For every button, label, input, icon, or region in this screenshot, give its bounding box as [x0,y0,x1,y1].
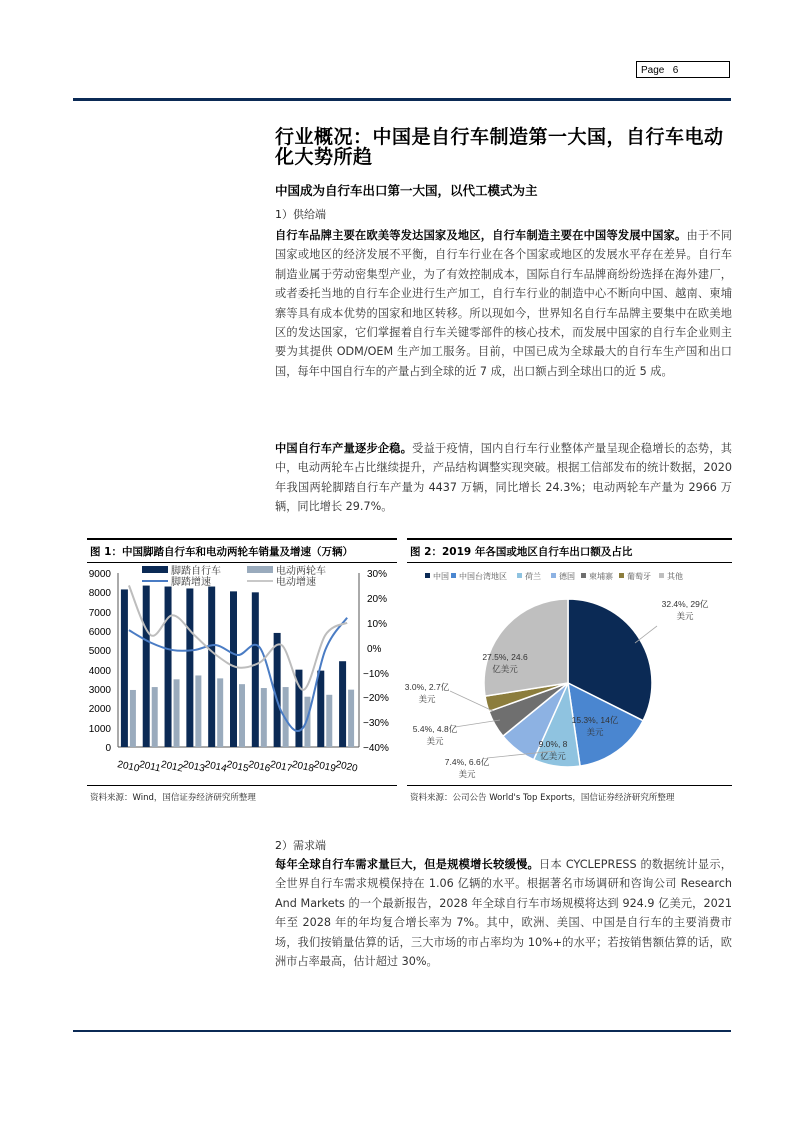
section-supply-label: 1）供给端 [275,208,326,221]
supply-paragraph-body: 由于不同国家或地区的经济发展不平衡，自行车行业在各个国家或地区的发展水平存在差异。自行车制造业属于劳动密集型产业，为了有效控制成本，国际自行车品牌商纷纷选择在海外建厂，或者委托当地的自行车企业进行生产加工，自行车行业的制造中心不断向中国、越南、柬埔寨等具有成本优势的国家和地区转移。所以现如今，世界知名自行车品牌主要集中在欧美地区的发达国家，它们掌握着自行车关键零部件的核心技术，而发展中国家的自行车企业则主要为其提供 ODM/OEM 生产加工服务。目前，中国已成为全球最大的自行车生产国和出口国，每年中国自行车的产量占到全球的近 7 成，出口额占到全球出口的近 5 成。 [275,229,732,378]
ytick: 1000 [88,724,111,735]
page-number: 6 [672,65,679,76]
legend-swatch [619,573,624,578]
figure2-top-rule [407,538,732,540]
pie-label: 美元 [426,736,444,746]
pie-label: 9.0%, 8 [538,739,568,749]
y2tick: −40% [363,743,389,754]
pie-label: 美元 [418,694,436,704]
legend-label: 脚踏自行车 [171,566,221,577]
production-paragraph-lead: 中国自行车产量逐步企稳。 [275,442,413,455]
leader-line [455,720,500,727]
pie-label: 15.3%, 14亿 [571,715,619,725]
bar [174,679,180,747]
bar [208,587,215,747]
bar [326,695,332,747]
xtick: 2012 [159,759,184,775]
y2tick: −10% [363,669,389,680]
pie-slices [484,599,652,767]
bar [239,684,245,747]
production-paragraph-body: 受益于疫情，国内自行车行业整体产量呈现企稳增长的态势，其中，电动两轮车占比继续提升，产品结构调整实现突破。根据工信部发布的统计数据，2020 年我国两轮脚踏自行车产量为 4437 万辆，同比增长 24.3%；电动两轮车产量为 2966 万辆，同比增长 29.7%。 [275,442,732,514]
legend-swatch [517,573,522,578]
xtick: 2014 [203,759,228,775]
xtick: 2013 [181,759,206,775]
legend-swatch [659,573,664,578]
demand-paragraph-body: 日本 CYCLEPRESS 的数据统计显示，全世界自行车需求规模保持在 1.06 亿辆的水平。根据著名市场调研和咨询公司 Research And Markets 的一个最新报告，2028 年全球自行车市场规模将达到 924.9 亿美元，2021 年至 2028 年的年均复合增长率为 7%。其中，欧洲、美国、中国是自行车的主要消费市场，我们按销量估算的话，三大市场的市占率均为 10%+的水平；若按销售额估算的话，欧洲市占率最高，估计超过 30%。 [275,858,732,969]
pie-label: 美元 [586,727,604,737]
y-axis-left-ticks [89,569,112,754]
xtick: 2015 [225,759,250,775]
y2tick: 10% [367,619,388,630]
xtick: 2016 [247,759,272,775]
legend-label: 电动增速 [276,577,316,588]
ytick: 6000 [88,627,111,638]
legend-label: 中国台湾地区 [459,572,507,581]
leader-line [635,626,657,643]
xtick: 2010 [116,759,141,775]
ytick: 7000 [88,608,111,619]
y-axis-right-ticks [363,569,389,754]
legend-swatch-pedal [142,566,168,573]
legend-swatch [551,573,556,578]
legend-swatch [425,573,430,578]
legend-label: 其他 [667,572,683,581]
legend-label: 德国 [559,572,575,581]
footer-rule [73,1030,731,1032]
ytick: 9000 [88,569,111,580]
bar [143,586,150,747]
legend-label: 荷兰 [525,572,541,581]
xtick: 2018 [290,759,315,775]
figure2-bottom-rule [407,785,732,786]
figure1-source: 资料来源：Wind，国信证券经济研究所整理 [90,793,256,803]
bar [317,671,324,747]
xtick: 2019 [312,759,337,775]
figure1-top-rule [87,538,397,540]
bar [152,687,158,747]
figure1-chart [85,562,397,782]
subheading: 中国成为自行车出口第一大国，以代工模式为主 [275,183,538,198]
y2tick: 30% [367,569,388,580]
demand-paragraph-lead: 每年全球自行车需求量巨大，但是规模增长较缓慢。 [275,858,540,871]
bar [186,588,193,747]
y2tick: −30% [363,718,389,729]
y2tick: 20% [367,594,388,605]
pie-label: 美元 [676,611,694,621]
bar [165,587,172,747]
pie-label: 7.4%, 6.6亿 [444,757,490,767]
pie-label: 5.4%, 4.8亿 [412,724,458,734]
legend-swatch-electric [247,566,273,573]
y2tick: 0% [367,644,382,655]
figure1-bottom-rule [87,785,397,786]
bar [261,688,267,747]
bar [195,675,201,747]
bar [230,591,237,747]
legend-label: 脚踏增速 [171,577,211,588]
ytick: 5000 [88,646,111,657]
xtick: 2020 [334,759,359,775]
pie-slice [484,599,568,696]
pie-label: 27.5%, 24.6 [482,652,528,662]
ytick: 0 [105,743,111,754]
x-axis-ticks [116,759,359,774]
demand-paragraph [275,855,732,971]
legend-label: 电动两轮车 [276,566,326,577]
bar [348,690,354,747]
legend-label: 柬埔寨 [589,572,613,581]
figure2-source: 资料来源：公司公告 World's Top Exports，国信证券经济研究所整理 [410,793,675,803]
supply-paragraph-lead: 自行车品牌主要在欧美等发达国家及地区，自行车制造主要在中国等发展中国家。 [275,229,687,242]
legend-label: 葡萄牙 [627,572,651,581]
ytick: 3000 [88,685,111,696]
ytick: 8000 [88,588,111,599]
pie-label: 亿美元 [540,751,566,761]
xtick: 2017 [269,759,294,775]
ytick: 2000 [88,704,111,715]
bar [121,589,128,747]
section-demand-label: 2）需求端 [275,839,326,852]
figure1-legend [142,564,326,588]
bar [217,678,223,747]
pie-label: 亿美元 [492,664,518,674]
ytick: 4000 [88,666,111,677]
bar [339,661,346,747]
xtick: 2011 [138,759,162,775]
bar-series [121,586,354,747]
pie-label: 3.0%, 2.7亿 [405,682,450,692]
y2tick: −20% [363,693,389,704]
page-label: Page [641,65,665,76]
header-rule [73,98,731,101]
line-pedal-growth [129,618,347,731]
figure2-title: 图 2：2019 年各国或地区自行车出口额及占比 [410,546,633,558]
figure2-legend [425,571,683,581]
production-paragraph [275,439,732,517]
legend-label: 中国 [433,572,449,581]
page-number-box [636,61,730,78]
bar [130,690,136,747]
pie-label: 美元 [458,769,476,779]
pie-label: 32.4%, 29亿 [661,599,709,609]
section-title: 行业概况：中国是自行车制造第一大国，自行车电动化大势所趋 [275,126,724,168]
supply-paragraph [275,226,732,381]
legend-swatch [581,573,586,578]
legend-swatch [451,573,456,578]
figure2-chart [405,563,735,783]
line-electric-growth [129,585,347,689]
figure1-title: 图 1：中国脚踏自行车和电动两轮车销量及增速（万辆） [90,546,353,558]
bar [252,592,259,747]
